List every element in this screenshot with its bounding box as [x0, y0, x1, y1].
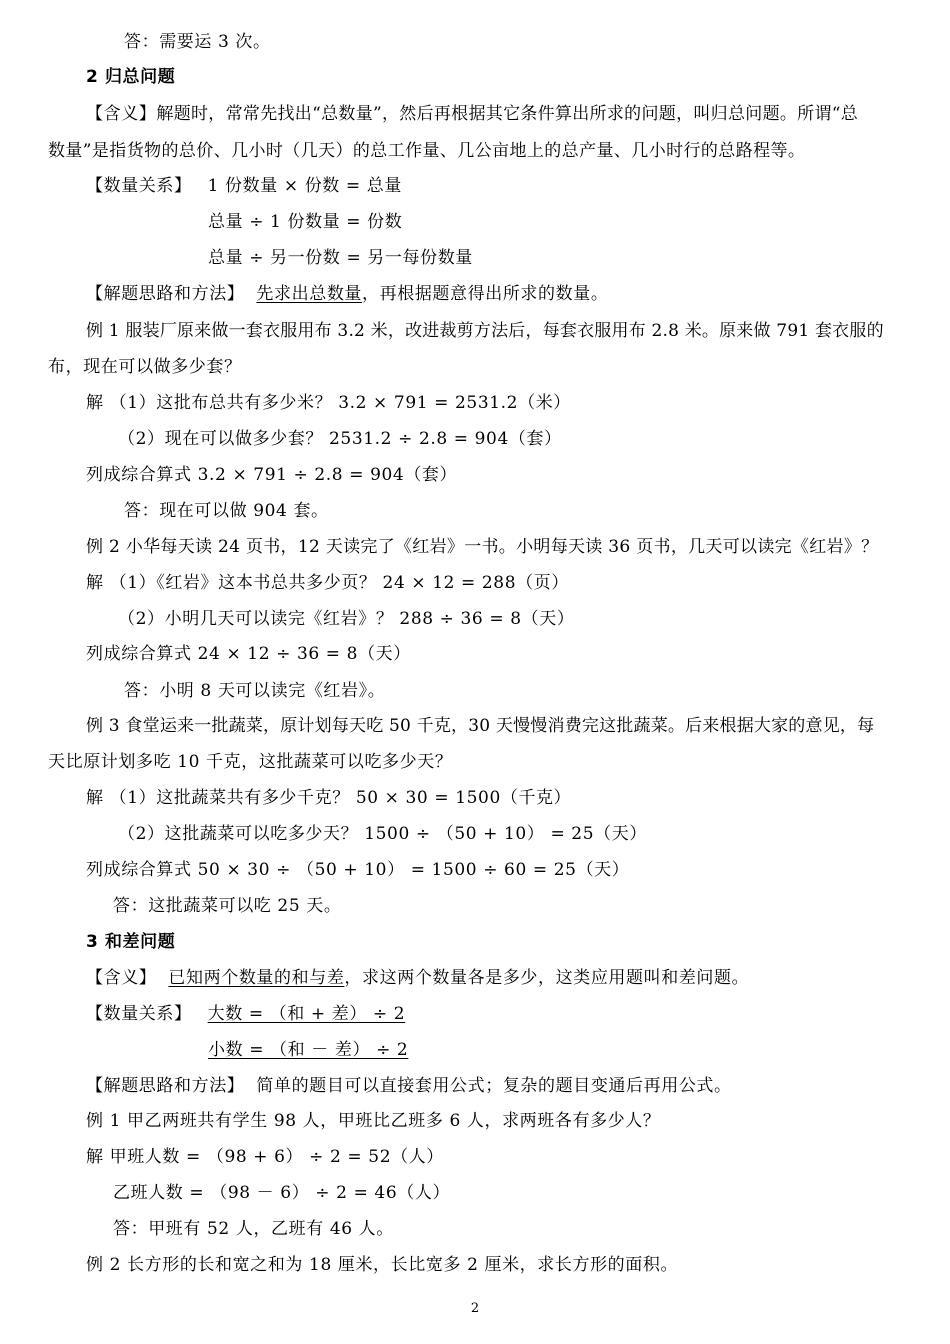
answer-line: 答：需要运 3 次。 — [124, 32, 271, 52]
method-line — [86, 283, 608, 305]
example-line-cont: 布，现在可以做多少套？ — [48, 357, 242, 377]
method-text: 简单的题目可以直接套用公式；复杂的题目变通后再用公式。 — [256, 1076, 732, 1096]
method-line — [86, 1075, 732, 1097]
solution-line: （2）这批蔬菜可以吃多少天？ 1500 ÷ （50 + 10） = 25（天） — [118, 824, 647, 844]
solution-line: （2）小明几天可以读完《红岩》？ 288 ÷ 36 = 8（天） — [118, 609, 575, 629]
solution-line: 解 甲班人数 = （98 + 6） ÷ 2 = 52（人） — [86, 1147, 444, 1167]
solution-line: 乙班人数 = （98 － 6） ÷ 2 = 46（人） — [113, 1183, 451, 1203]
definition-text: 解题时，常常先找出“总数量”，然后再根据其它条件算出所求的问题，叫归总问题。所谓“总 — [156, 104, 859, 124]
solution-line: 解 （1）《红岩》这本书总共多少页？ 24 × 12 = 288（页） — [86, 573, 569, 593]
formula-1: 1 份数量 × 份数 = 总量 — [207, 176, 402, 196]
answer-line: 答：甲班有 52 人，乙班有 46 人。 — [113, 1219, 394, 1239]
answer-line: 答：现在可以做 904 套。 — [124, 501, 329, 521]
section-heading-3: 3 和差问题 — [86, 932, 176, 952]
quantity-relation-tag: 【数量关系】 — [86, 176, 192, 196]
formula-small-number: 小数 = （和 － 差） ÷ 2 — [208, 1040, 409, 1060]
method-tag: 【解题思路和方法】 — [86, 284, 245, 304]
example-line-cont: 天比原计划多吃 10 千克，这批蔬菜可以吃多少天？ — [48, 752, 453, 772]
definition-text: ，求这两个数量各是多少，这类应用题叫和差问题。 — [344, 968, 750, 988]
method-text: ，再根据题意得出所求的数量。 — [362, 284, 609, 304]
solution-line: 解 （1）这批布总共有多少米？ 3.2 × 791 = 2531.2（米） — [86, 393, 571, 413]
quantity-relation-line — [86, 1003, 405, 1025]
definition-tag: 【含义】 — [86, 968, 157, 988]
section-heading-2: 2 归总问题 — [86, 67, 176, 87]
example-line: 例 2 长方形的长和宽之和为 18 厘米，长比宽多 2 厘米，求长方形的面积。 — [86, 1255, 679, 1275]
definition-underlined: 已知两个数量的和与差 — [168, 968, 345, 988]
combined-formula-line: 列成综合算式 24 × 12 ÷ 36 = 8（天） — [86, 644, 411, 664]
definition-line-cont: 数量”是指货物的总价、几小时（几天）的总工作量、几公亩地上的总产量、几小时行的总路程等。 — [48, 141, 806, 161]
formula-2: 总量 ÷ 1 份数量 = 份数 — [208, 212, 403, 232]
example-line: 例 1 甲乙两班共有学生 98 人，甲班比乙班多 6 人，求两班各有多少人？ — [86, 1111, 661, 1131]
example-line: 例 3 食堂运来一批蔬菜，原计划每天吃 50 千克，30 天慢慢消费完这批蔬菜。后来根据大家的意见，每 — [86, 716, 875, 736]
combined-formula-line: 列成综合算式 3.2 × 791 ÷ 2.8 = 904（套） — [86, 465, 458, 485]
combined-formula-line: 列成综合算式 50 × 30 ÷ （50 + 10） = 1500 ÷ 60 = 25（天） — [86, 860, 630, 880]
solution-line: （2）现在可以做多少套？ 2531.2 ÷ 2.8 = 904（套） — [118, 429, 562, 449]
formula-3: 总量 ÷ 另一份数 = 另一每份数量 — [208, 248, 473, 268]
answer-line: 答：小明 8 天可以读完《红岩》。 — [124, 681, 386, 701]
page-number: 2 — [470, 1301, 480, 1316]
quantity-relation-tag: 【数量关系】 — [86, 1004, 192, 1024]
example-line: 例 1 服装厂原来做一套衣服用布 3.2 米，改进裁剪方法后，每套衣服用布 2.8 米。原来做 791 套衣服的 — [86, 321, 884, 341]
answer-line: 答：这批蔬菜可以吃 25 天。 — [113, 896, 342, 916]
definition-line — [86, 967, 749, 989]
solution-line: 解 （1）这批蔬菜共有多少千克？ 50 × 30 = 1500（千克） — [86, 788, 572, 808]
quantity-relation-line — [86, 175, 402, 197]
definition-line — [86, 103, 858, 125]
definition-tag: 【含义】 — [86, 104, 157, 124]
example-line: 例 2 小华每天读 24 页书，12 天读完了《红岩》一书。小明每天读 36 页书，几天可以读完《红岩》？ — [86, 537, 879, 557]
formula-big-number: 大数 = （和 + 差） ÷ 2 — [207, 1004, 406, 1024]
method-underlined: 先求出总数量 — [256, 284, 363, 304]
method-tag: 【解题思路和方法】 — [86, 1076, 245, 1096]
